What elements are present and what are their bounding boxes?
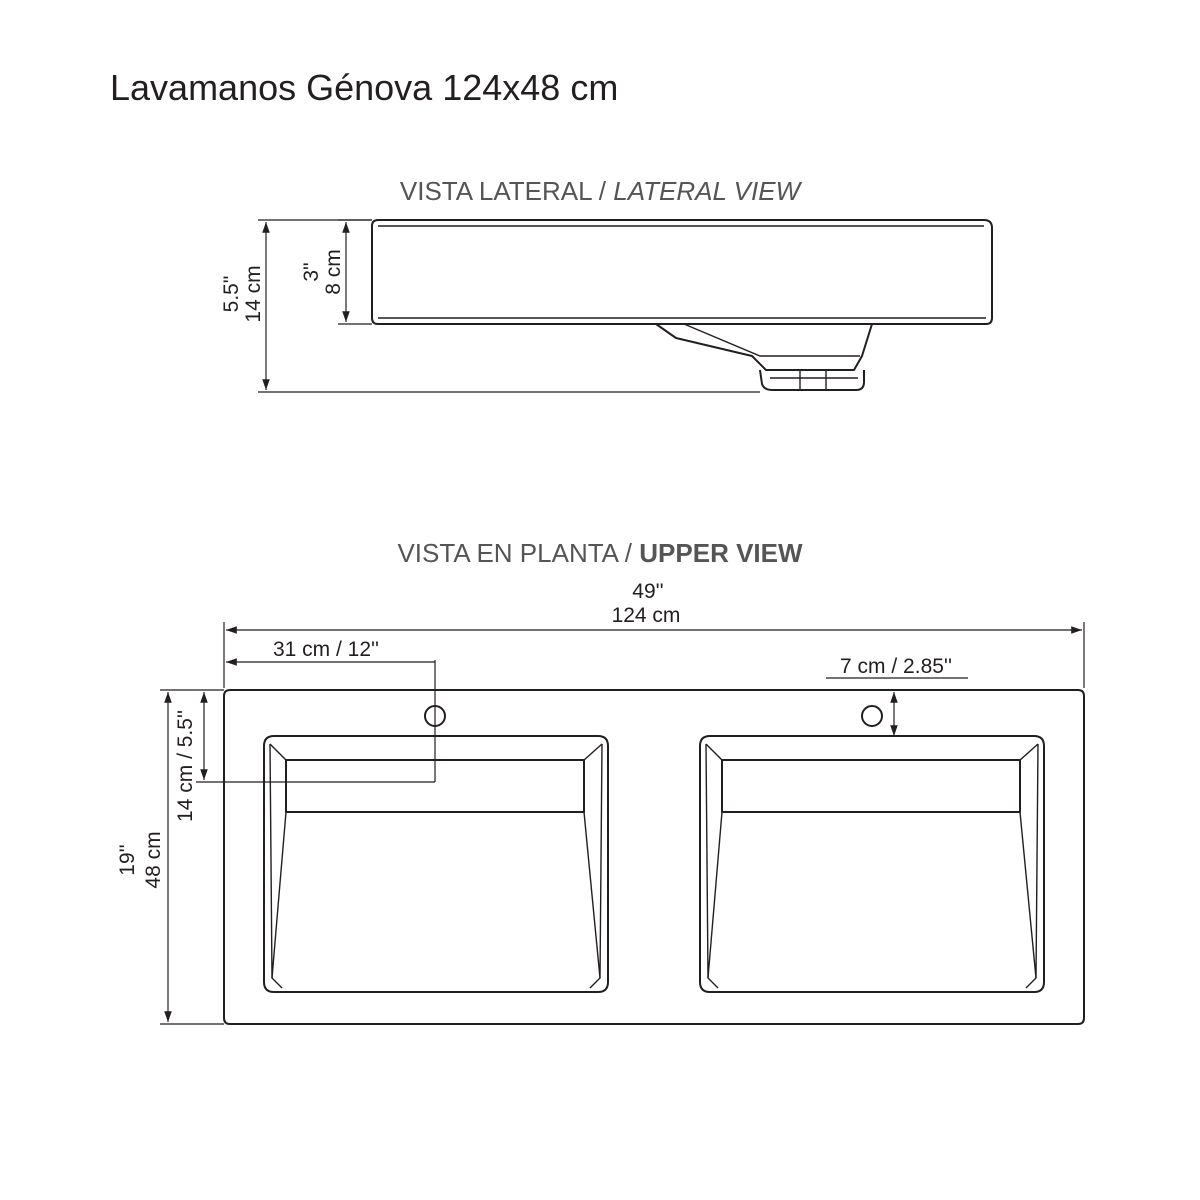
left-basin-slope-right: [584, 812, 600, 978]
upper-heading-es: VISTA EN PLANTA /: [397, 538, 640, 568]
depth-inches: 19'': [116, 844, 139, 876]
left-basin-bevel-top: [270, 744, 602, 760]
lateral-drain-outlet: [760, 370, 864, 390]
lateral-drain-inner: [684, 324, 860, 356]
page-title: Lavamanos Génova 124x48 cm: [110, 67, 619, 108]
left-basin-side-right: [590, 744, 602, 988]
right-basin-shelf: [722, 760, 1020, 812]
rim-height-inches: 3": [300, 262, 323, 282]
left-basin: [264, 736, 608, 992]
left-basin-outer: [264, 736, 608, 992]
total-height-inches: 5.5": [220, 275, 243, 313]
total-height-cm: 14 cm: [242, 265, 265, 323]
upper-view: [116, 538, 1084, 1024]
right-basin: [700, 736, 1044, 992]
countertop-outline: [224, 690, 1084, 1024]
tap-offset-label: 31 cm / 12'': [272, 638, 380, 661]
left-basin-side-left: [270, 744, 282, 988]
right-basin-side-left: [706, 744, 718, 988]
rim-height-cm: 8 cm: [322, 249, 345, 295]
upper-view-heading: [397, 538, 803, 568]
lateral-heading-es: VISTA LATERAL /: [399, 176, 614, 206]
right-basin-slope-left: [708, 812, 722, 978]
depth-cm: 48 cm: [142, 831, 165, 889]
right-basin-outer: [700, 736, 1044, 992]
lateral-view-heading: [400, 176, 803, 206]
lateral-sink-body: [372, 220, 992, 324]
right-basin-side-right: [1026, 744, 1038, 988]
right-tap-hole: [862, 706, 882, 726]
right-basin-slope-right: [1020, 812, 1036, 978]
basin-offset-label: 14 cm / 5.5'': [174, 710, 197, 822]
upper-heading-en: UPPER VIEW: [639, 538, 803, 568]
width-cm: 124 cm: [611, 604, 681, 627]
tap-hole-distance-label: 7 cm / 2.85'': [840, 655, 952, 678]
lateral-heading-en: LATERAL VIEW: [613, 176, 801, 206]
right-basin-bevel-top: [706, 744, 1038, 760]
lateral-view: [220, 176, 992, 392]
width-inches: 49'': [632, 580, 664, 603]
lateral-drain-slope: [656, 324, 872, 370]
left-basin-slope-left: [272, 812, 286, 978]
